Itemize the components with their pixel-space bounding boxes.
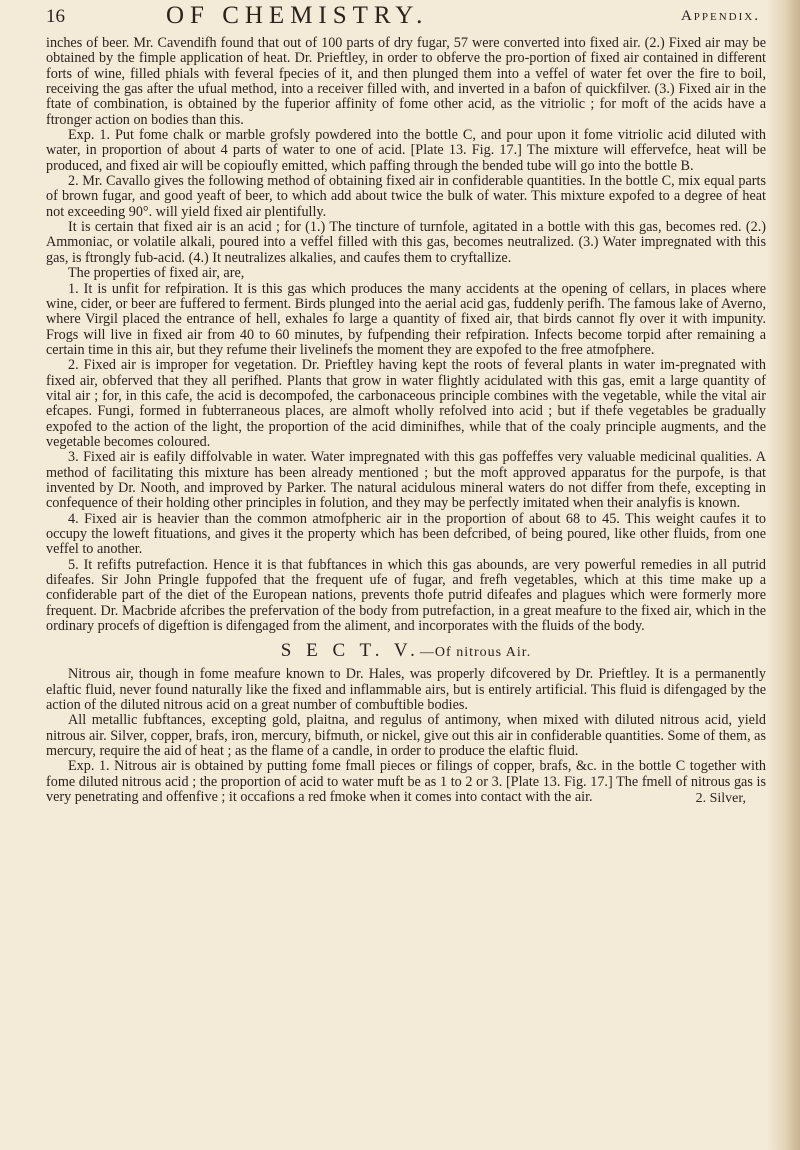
section-label: S E C T. V. xyxy=(280,640,420,662)
paragraph: Exp. 1. Put fome chalk or marble grofsly powdered into the bottle C, and pour upon it fome vitriolic acid diluted with water, in proportion of about 4 parts of water to one of acid. [Plate 13. Fig. 17.] The mixture will effervefce, heat will be produced, and fixed air will be copioufly emitted, which paffing through the bended tube will go into the bottle B. xyxy=(46,127,766,174)
paragraph: 5. It refifts putrefaction. Hence it is that fubftances in which this gas abounds, are very powerful remedies in all putrid difeafes. Sir John Pringle fuppofed that the frequent ufe of fugar, and frefh vegetables, which at this time make up a confiderable part of the diet of the European nations, prevents thofe putrid difeafes and plagues which were formerly more frequent. Dr. Macbride afcribes the prefervation of the body from putrefaction, in a great meafure to the fixed air, which in the ordinary procefs of digeftion is difengaged from the aliment, and incorporates with the fluids of the body. xyxy=(46,556,766,635)
catchword: 2. Silver, xyxy=(695,790,746,806)
section-subtitle: —Of nitrous Air. xyxy=(419,645,532,661)
page-header xyxy=(46,2,766,36)
body-text xyxy=(46,36,766,634)
paragraph: 2. Mr. Cavallo gives the following method of obtaining fixed air in confiderable quantities. In the bottle C, mix equal parts of brown fugar, and good yeaft of beer, to which add about twice the bulk of water. This mixture expofed to a degree of heat not exceeding 90°. will yield fixed air plentifully. xyxy=(46,173,766,220)
running-title: OF CHEMISTRY. xyxy=(166,2,429,29)
paragraph: The properties of fixed air, are, xyxy=(68,265,245,282)
section-body-text xyxy=(46,667,766,805)
paragraph: Exp. 1. Nitrous air is obtained by putting fome fmall pieces or filings of copper, brafs, &c. in the bottle C together with fome diluted nitrous acid ; the proportion of acid to water muft be as 1 to 2 or 3. [Plate 13. Fig. 17.] The fmell of nitrous gas is very penetrating and offenfive ; it occafions a red fmoke when it comes into contact with the air. xyxy=(46,758,766,806)
paragraph: 4. Fixed air is heavier than the common atmofpheric air in the proportion of about 68 to 45. This weight caufes it to occupy the loweft fituations, and gives it the property which has been defcribed, of being poured, like other fluids, from one veffel to another. xyxy=(46,510,766,558)
book-page xyxy=(46,0,766,1150)
section-heading xyxy=(46,640,766,662)
page-edge-shadow xyxy=(766,0,800,1150)
paragraph: 3. Fixed air is eafily diffolvable in water. Water impregnated with this gas poffeffes very valuable medicinal qualities. A method of facilitating this mixture has been already mentioned ; but the moft approved apparatus for the purpofe, is that invented by Dr. Nooth, and improved by Parker. The natural acidulous mineral waters do not differ from thefe, excepting in confequence of their holding other principles in folution, and they may be perfectly imitated when their analyfis is known. xyxy=(46,449,766,512)
paragraph: All metallic fubftances, excepting gold, plaitna, and regulus of antimony, when mixed with diluted nitrous acid, yield nitrous air. Silver, copper, brafs, iron, mercury, bifmuth, or nickel, give out this air in confiderable quantities. Some of them, as mercury, require the aid of heat ; as the flame of a candle, in order to produce the elaftic fluid. xyxy=(46,712,766,760)
paragraph: Nitrous air, though in fome meafure known to Dr. Hales, was properly difcovered by Dr. Prieftley. It is a permanently elaftic fluid, never found naturally like the fixed and inflammable airs, but is entirely artificial. This fluid is difengaged by the action of the diluted nitrous acid on a great number of combuftible bodies. xyxy=(46,666,766,714)
paragraph: 2. Fixed air is improper for vegetation. Dr. Prieftley having kept the roots of feveral plants in water im-pregnated with fixed air, obferved that they all perifhed. Plants that grow in water flightly acidulated with this gas, emit a large quantity of vital air ; for, in this cafe, the acid is decompofed, the carbonaceous principle combines with the vegetable, while the vital air efcapes. Fungi, formed in fubterraneous places, are almoft wholly refolved into acid ; but if thefe vegetables be gradually expofed to the action of the light, the proportion of the acid diminifhes, while that of the coaly principle augments, and the vegetable becomes coloured. xyxy=(46,357,766,450)
running-section: Appendix. xyxy=(680,8,760,24)
page-number: 16 xyxy=(46,6,65,27)
paragraph: inches of beer. Mr. Cavendifh found that out of 100 parts of dry fugar, 57 were converted into fixed air. (2.) Fixed air may be obtained by the fimple application of heat. Dr. Prieftley, in order to obferve the pro-portion of fixed air contained in different forts of wine, filled phials with feveral fpecies of it, and then plunged them into a veffel of water fet over the fire to boil, receiving the gas after the ufual method, into a receiver filled with, and inverted in a bafon of quickfilver. (3.) Fixed air in the ftate of combination, is obtained by the fuperior affinity of fome other acid, as the vitriolic ; for moft of the acids have a ftronger action on bodies than this. xyxy=(46,35,766,128)
paragraph: 1. It is unfit for refpiration. It is this gas which produces the many accidents at the opening of cellars, in places where wine, cider, or beer are fuffered to ferment. Birds plunged into the aerial acid gas, fuddenly perifh. The famous lake of Averno, where Virgil placed the entrance of hell, exhales fo large a quantity of fixed air, that birds cannot fly over it with impunity. Frogs will live in fixed air from 40 to 60 minutes, by fufpending their refpiration. Infects become torpid after remaining a certain time in this air, but they refume their livelinefs the moment they are expofed to the free atmofphere. xyxy=(46,280,766,358)
paragraph: It is certain that fixed air is an acid ; for (1.) The tincture of turnfole, agitated in a bottle with this gas, becomes red. (2.) Ammoniac, or volatile alkali, poured into a veffel filled with this gas, becomes neutralized. (3.) Water impregnated with this gas, is ftrongly fub-acid. (4.) It neutralizes alkalies, and caufes them to cryftallize. xyxy=(46,219,766,266)
